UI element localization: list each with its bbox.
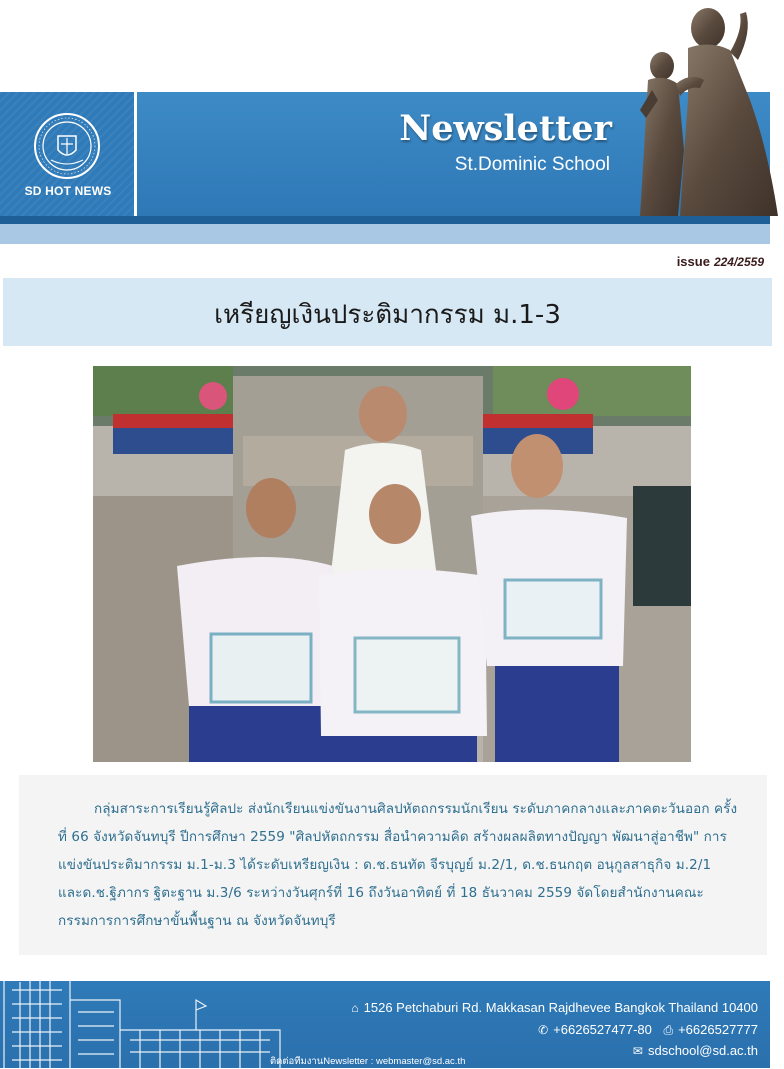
header-divider (0, 216, 770, 224)
footer-email-line (633, 1043, 758, 1058)
phone-icon: ✆ (538, 1023, 549, 1037)
statue-image (618, 0, 784, 216)
footer-contact: ติดต่อทีมงานNewsletter : webmaster@sd.ac.th (270, 1056, 466, 1067)
newsletter-subtitle: St.Dominic School (454, 154, 610, 175)
fax-text: +6626527777 (678, 1022, 758, 1037)
phone-text: +6626527477-80 (553, 1022, 652, 1037)
article-photo (93, 366, 691, 762)
school-seal-icon (33, 112, 101, 180)
school-building-icon (0, 960, 290, 1068)
issue-label: issue (676, 254, 710, 269)
mail-icon: ✉ (632, 1044, 643, 1058)
fax-icon: ⎙ (663, 1023, 674, 1037)
email-link[interactable]: sdschool@sd.ac.th (647, 1043, 758, 1058)
footer-address (351, 1000, 758, 1015)
footer-phone-line (538, 1022, 758, 1038)
home-icon: ⌂ (351, 1001, 359, 1015)
issue-number (560, 254, 764, 269)
issue-value: 224/2559 (713, 255, 764, 269)
article-body: กลุ่มสาระการเรียนรู้ศิลปะ ส่งนักเรียนแข่งขันงานศิลปหัตถกรรมนักเรียน ระดับภาคกลางและภาคตะวันออก ครั้งที่ 66 จังหวัดจันทบุรี ปีการศึกษา 2559 "ศิลปหัตถกรรม สื่อนำความคิด สร้างผลผลิตทางปัญญา พัฒนาสู่อาชีพ" การแข่งขันประติมากรรม ม.1-ม.3 ได้ระดับเหรียญเงิน : ด.ช.ธนทัต จีรบุญย์ ม.2/1, ด.ช.ธนกฤต อนุกูลสาธุกิจ ม.2/1 และด.ช.ฐิภากร ฐิตะฐาน ม.3/6 ระหว่างวันศุกร์ที่ 16 ถึงวันอาทิตย์ ที่ 18 ธันวาคม 2559 จัดโดยสำนักงานคณะกรรมการการศึกษาขั้นพื้นฐาน ณ จังหวัดจันทบุรี (58, 801, 738, 929)
address-text: 1526 Petchaburi Rd. Makkasan Rajdhevee Bangkok Thailand 10400 (363, 1000, 758, 1015)
article-title: เหรียญเงินประติมากรรม ม.1-3 (214, 300, 561, 330)
hot-news-label: SD HOT NEWS (24, 184, 112, 198)
newsletter-title: Newsletter (399, 108, 612, 149)
header-light-strip (0, 224, 770, 244)
